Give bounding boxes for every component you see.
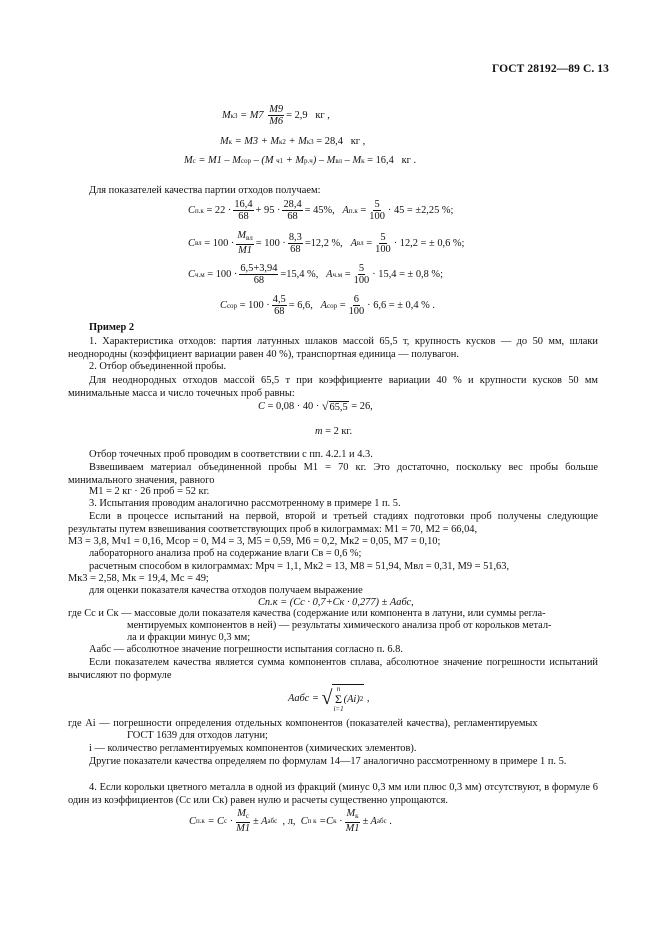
- eq-symbol: M: [222, 110, 231, 121]
- eq-symbol: C: [258, 401, 265, 412]
- eq-term: (Ai): [343, 693, 360, 705]
- eq-symbol: A: [326, 269, 333, 280]
- eq-subscript: к: [361, 156, 365, 165]
- fraction-numerator: 5: [380, 231, 386, 243]
- equation-csor: [220, 294, 435, 317]
- eq-symbol: M: [184, 155, 193, 166]
- paragraph-4: Отбор точечных проб проводим в соответствии с пп. 4.2.1 и 4.3.: [89, 449, 373, 460]
- eq-term: ) – M: [312, 155, 336, 166]
- eq-subscript: к2: [279, 137, 286, 146]
- eq-symbol: A: [320, 300, 327, 311]
- eq-subscript: п к: [307, 817, 317, 825]
- equation-last: [189, 808, 392, 834]
- eq-symbol: C: [220, 300, 227, 311]
- sqrt-argument: [332, 684, 364, 713]
- eq-term: = 100 ·: [207, 269, 238, 280]
- eq-value: · 45 = ±2,25 %;: [387, 205, 454, 216]
- eq-symbol: C: [188, 205, 195, 216]
- eq-symbol: C: [188, 269, 195, 280]
- eq-subscript: с: [224, 817, 228, 825]
- fraction-denominator: 68: [290, 243, 301, 255]
- paragraph-3: Для неоднородных отходов массой 65,5 т при коэффициенте вариации 40 % и крупности кусков 50 мм минимальные масса и число точечных проб равны:: [68, 375, 598, 399]
- eq-value: = 2 кг.: [325, 426, 353, 437]
- eq-subscript: сор: [240, 156, 251, 165]
- fraction-denominator: 100: [348, 306, 365, 317]
- eq-term: = M1 – M: [198, 155, 241, 166]
- eq-symbol: C: [189, 815, 196, 827]
- eq-symbol: A: [350, 237, 357, 249]
- sum-upper: n: [336, 685, 341, 693]
- fraction-numerator: 6: [353, 294, 359, 305]
- eq-subscript: п.к: [348, 206, 358, 215]
- eq-symbol: C: [188, 237, 195, 249]
- equation-m: [315, 426, 352, 437]
- paragraph-13: Aабс — абсолютное значение погрешности испытания согласно п. 6.8.: [89, 644, 403, 655]
- paragraph-7: 3. Испытания проводим аналогично рассмотренному в примере 1 п. 5.: [89, 498, 401, 509]
- eq-value: = 6,6,: [288, 300, 313, 311]
- eq-value: = 26,: [351, 401, 373, 412]
- equation-c: [258, 399, 373, 414]
- intro-text: Для показателей качества партии отходов получаем:: [89, 185, 321, 196]
- fraction: [353, 263, 371, 286]
- eq-subscript: вл: [246, 234, 253, 242]
- eq-term: – M: [344, 155, 362, 166]
- fraction: [288, 232, 303, 255]
- eq-value: = 2,9: [286, 110, 308, 121]
- eq-term: = C: [207, 815, 224, 827]
- eq-term: + 95 ·: [255, 205, 281, 216]
- fraction-numerator: 28,4: [283, 199, 302, 210]
- eq-subscript: к: [355, 812, 359, 820]
- paragraph-15a: где Ai — погрешности определения отдельных компонентов (показателей качества), регламентируемых: [68, 718, 538, 729]
- paragraph-1: 1. Характеристика отходов: партия латунных шлаков массой 65,5 т, крупность кусков — до 50 мм, шлаки неоднородны (коэффициент вариации равен 40 %), транспортная единица — полувагон.: [68, 336, 598, 360]
- eq-subscript: к: [228, 137, 233, 146]
- eq-term: = 100 ·: [204, 237, 235, 249]
- fraction-numerator: M9: [269, 104, 284, 115]
- paragraph-11: для оценки показателя качества отходов получаем выражение: [89, 585, 363, 596]
- eq-term: + M: [285, 155, 305, 166]
- eq-value: · 15,4 = ± 0,8 %;: [372, 269, 443, 280]
- fraction-denominator: 68: [238, 211, 249, 222]
- eq-subscript: п.к: [194, 206, 204, 215]
- eq-subscript: с: [245, 812, 249, 820]
- eq-symbol: m: [315, 426, 323, 437]
- eq-symbol: M: [237, 808, 246, 819]
- eq-term: = 0,08 · 40 ·: [267, 401, 320, 412]
- page-header: ГОСТ 28192—89 С. 13: [491, 63, 609, 75]
- fraction: [368, 199, 386, 222]
- equation-cpk: [188, 199, 453, 222]
- fraction-numerator: 5: [358, 263, 365, 274]
- eq-subscript: п.к: [195, 817, 205, 825]
- eq-subscript: к3: [230, 111, 238, 120]
- eq-term: = M3 + M: [234, 136, 279, 147]
- fraction-numerator: 5: [374, 199, 380, 210]
- paragraph-14: Если показателем качества является сумма компонентов сплава, абсолютное значение погрешности испытаний вычисляют по формуле: [68, 657, 598, 681]
- eq-term: =: [366, 237, 373, 249]
- exponent: 2: [359, 695, 364, 703]
- eq-value: = 28,4: [316, 136, 343, 147]
- eq-term: ± A: [362, 815, 377, 827]
- eq-subscript: ч1: [276, 156, 284, 165]
- fraction-denominator: M6: [269, 116, 284, 127]
- fraction: [268, 104, 284, 127]
- eq-term: =: [344, 269, 351, 280]
- fraction: [282, 199, 302, 222]
- eq-subscript: ч.м: [194, 270, 205, 279]
- eq-subscript: к3: [306, 137, 314, 146]
- paragraph-12c: ла и фракции минус 0,3 мм;: [127, 632, 251, 643]
- fraction-numerator: 16,4: [234, 199, 253, 210]
- eq-symbol: M: [237, 230, 247, 241]
- fraction-denominator: 100: [369, 211, 385, 222]
- fraction: [239, 263, 278, 286]
- eq-subscript: вл: [194, 239, 202, 247]
- eq-unit: кг ,: [350, 136, 366, 147]
- eq-unit: кг .: [401, 155, 417, 166]
- fraction: [374, 232, 392, 255]
- eq-value: = 45%,: [304, 205, 335, 216]
- eq-symbol: M: [220, 136, 229, 147]
- equation-mk3: [222, 104, 330, 127]
- eq-subscript: р.ч: [304, 156, 313, 165]
- eq-term: ·: [229, 815, 234, 827]
- eq-subscript: вл: [335, 156, 343, 165]
- eq-subscript: ч.м: [332, 270, 343, 279]
- eq-value: · 6,6 = ± 0,4 % .: [367, 300, 435, 311]
- eq-punct: .: [389, 815, 392, 827]
- fraction-denominator: M1: [236, 823, 251, 834]
- fraction: [348, 294, 366, 317]
- paragraph-17: Другие показатели качества определяем по формулам 14—17 аналогично рассмотренному в примере 1 п. 5.: [89, 756, 567, 767]
- fraction-denominator: 68: [253, 275, 265, 286]
- fraction-denominator: 100: [353, 275, 370, 286]
- paragraph-15b: ГОСТ 1639 для отходов латуни;: [127, 730, 268, 741]
- eq-term: = 100 ·: [239, 300, 270, 311]
- eq-subscript: абс: [376, 817, 387, 825]
- paragraph-12a: где Cс и Cк — массовые доли показателя качества (содержание или компонента в латуни, или суммы регла-: [68, 608, 546, 619]
- eq-subscript: к: [333, 817, 337, 825]
- paragraph-10a: расчетным способом в килограммах: Мрч = 1,1, Мк2 = 13, М8 = 51,94, Mвл = 0,31, М9 = 51,63,: [89, 561, 510, 572]
- eq-term: =: [339, 300, 346, 311]
- paragraph-2: 2. Отбор объединенной пробы.: [89, 361, 227, 372]
- paragraph-12b: ментируемых компонентов в ней) — результаты химического анализа проб от корольков метал-: [127, 620, 552, 631]
- eq-subscript: сор: [226, 301, 238, 310]
- paragraph-18: 4. Если корольки цветного металла в одной из фракций (минус 0,3 мм или плюс 0,3 мм) отсутствуют, в формуле 6 один из коэффициентов (Cс или Cк) равен нулю и расчеты существенно упрощаются.: [68, 782, 598, 806]
- equation-aabs: [288, 684, 370, 713]
- eq-punct: ,: [366, 693, 370, 704]
- fraction-numerator: [236, 230, 253, 245]
- fraction: [345, 808, 361, 834]
- paragraph-9: лабораторного анализа проб на содержание влаги Cв = 0,6 %;: [89, 548, 362, 559]
- example-heading: Пример 2: [89, 322, 135, 333]
- sqrt-argument: 65,5: [329, 401, 348, 413]
- eq-term: = M7: [240, 110, 264, 121]
- eq-symbol: A: [342, 205, 349, 216]
- equation-final: Cп.к = (Cс · 0,7+Cк · 0,277) ± Aабс,: [258, 597, 414, 608]
- eq-subscript: сор: [326, 301, 338, 310]
- fraction: [233, 199, 253, 222]
- sigma-icon: Σ: [335, 692, 343, 706]
- eq-symbol: Aабс =: [288, 693, 319, 704]
- eq-value: =12,2 %,: [304, 237, 343, 249]
- fraction-numerator: 4,5: [272, 294, 286, 305]
- paragraph-8b: M3 = 3,8, Mч1 = 0,16, Mсор = 0, M4 = 3, M5 = 0,59, M6 = 0,2, Mк2 = 0,05, M7 = 0,10;: [68, 536, 441, 547]
- fraction-denominator: 100: [375, 243, 391, 255]
- fraction-denominator: M1: [238, 245, 252, 256]
- fraction-numerator: [345, 808, 359, 823]
- eq-value: = 16,4: [367, 155, 394, 166]
- fraction-denominator: 68: [287, 211, 298, 222]
- fraction-numerator: 8,3: [288, 231, 302, 243]
- paragraph-5: Взвешиваем материал объединенной пробы M1 = 70 кг. Это достаточно, поскольку вес пробы больше минимального значения, равного: [68, 462, 598, 486]
- fraction-numerator: [236, 808, 250, 823]
- paragraph-6: M1 = 2 кг · 26 проб = 52 кг.: [89, 486, 210, 497]
- fraction: [272, 294, 287, 317]
- eq-term: = 100 ·: [255, 237, 286, 249]
- eq-term: + M: [288, 136, 307, 147]
- paragraph-10b: Mк3 = 2,58, Mк = 19,4, Mс = 49;: [68, 573, 209, 584]
- eq-unit: кг ,: [315, 110, 330, 121]
- eq-term: =: [360, 205, 367, 216]
- sum-operator: [333, 685, 343, 713]
- eq-term: – (M: [253, 155, 274, 166]
- eq-symbol: C: [300, 815, 308, 827]
- eq-subscript: с: [192, 156, 196, 165]
- paragraph-16: i — количество регламентируемых компонентов (химических элементов).: [89, 743, 417, 754]
- sqrt-icon: √: [321, 687, 333, 709]
- fraction-numerator: 6,5+3,94: [240, 263, 278, 274]
- eq-subscript: вл: [356, 239, 364, 247]
- equation-mk: [220, 136, 365, 147]
- equation-cvl: [188, 230, 464, 256]
- paragraph-8: Если в процессе испытаний на первой, второй и третьей стадиях подготовки проб получены следующие результаты путем взвешивания соответствующих проб в килограммах: M1 = 70, M2 = 66,04,: [68, 511, 598, 535]
- equation-mc: [184, 155, 416, 166]
- eq-term: ·: [339, 815, 343, 827]
- eq-subscript: абс: [267, 817, 278, 825]
- fraction-denominator: M1: [345, 823, 360, 834]
- eq-symbol: M: [346, 808, 356, 819]
- eq-term: =C: [319, 815, 334, 827]
- equation-chm: [188, 263, 443, 286]
- eq-term: = 22 ·: [206, 205, 232, 216]
- eq-value: · 12,2 = ± 0,6 %;: [393, 237, 465, 249]
- eq-term: , л,: [282, 815, 296, 827]
- fraction-denominator: 68: [274, 306, 285, 317]
- fraction: [235, 808, 251, 834]
- sqrt-icon: √: [321, 399, 329, 413]
- eq-value: =15,4 %,: [280, 269, 319, 280]
- eq-term: ± A: [253, 815, 268, 827]
- fraction: [236, 230, 253, 256]
- sum-lower: i=1: [333, 705, 344, 713]
